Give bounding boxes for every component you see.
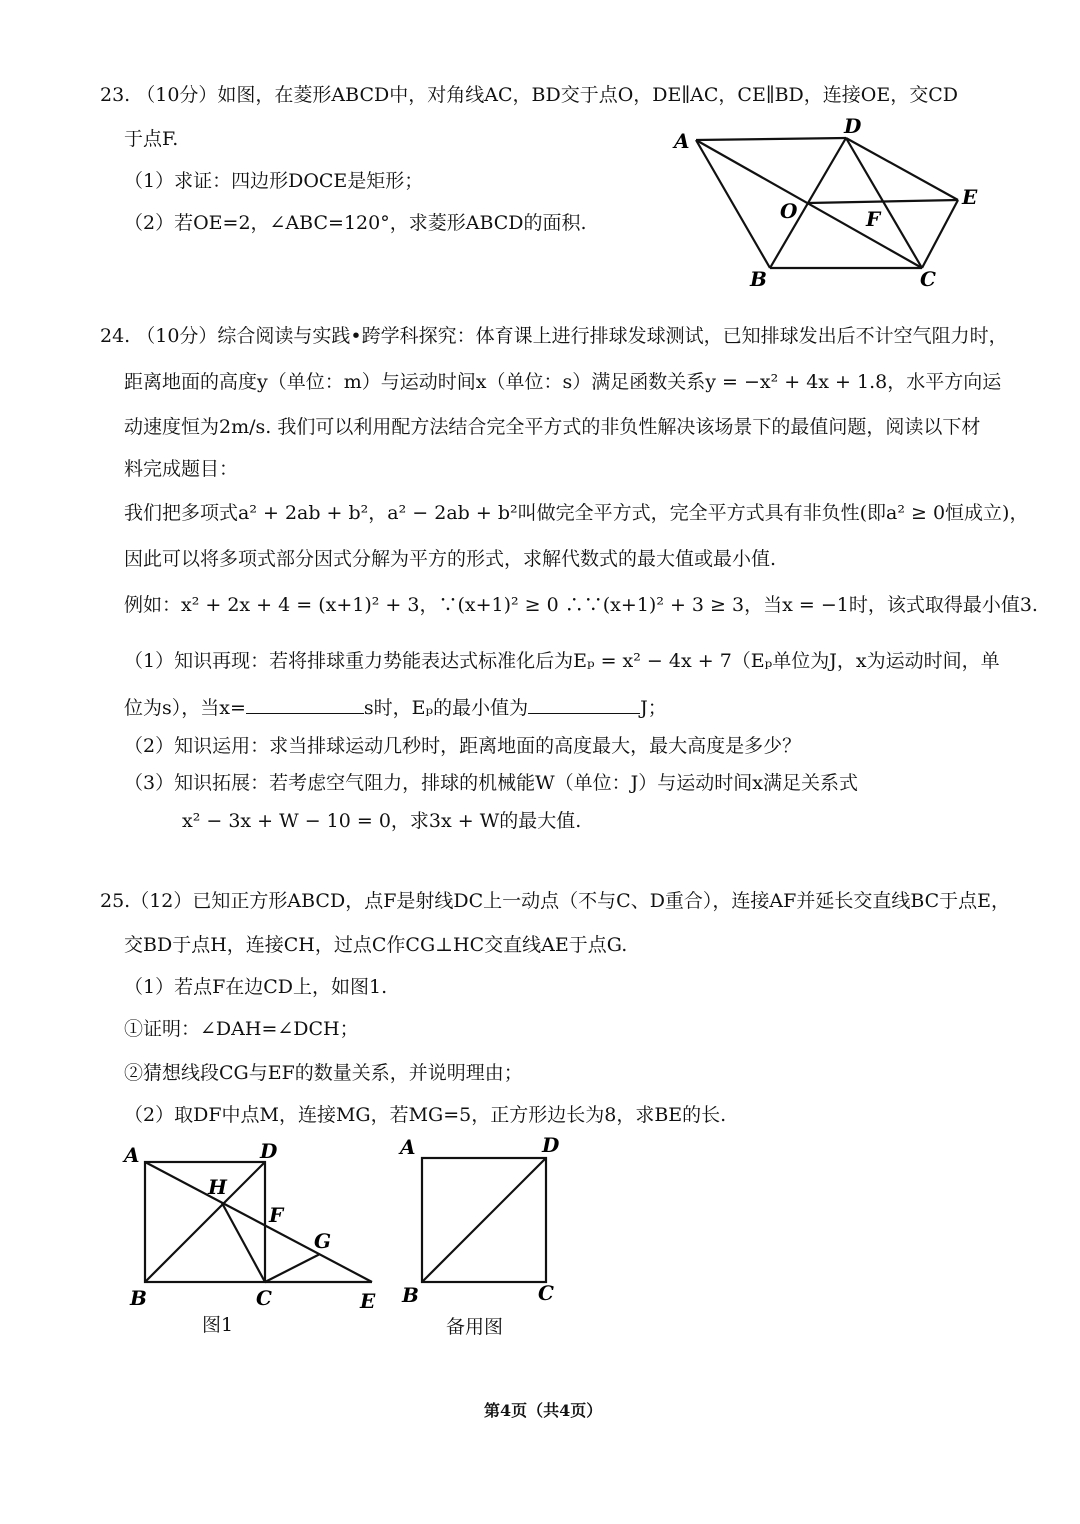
q24-part3a: （3）知识拓展：若考虑空气阻力，排球的机械能W（单位：J）与运动时间x满足关系式 bbox=[124, 772, 858, 794]
q24-line5: 我们把多项式a² + 2ab + b²，a² − 2ab + b²叫做完全平方式，完全平方式具有非负性(即a² ≥ 0恒成立)， bbox=[124, 502, 1029, 524]
q24-line3: 动速度恒为2m/s. 我们可以利用配方法结合完全平方式的非负性解决该场景下的最值问题，阅读以下材 bbox=[124, 416, 981, 438]
q24-part1a: （1）知识再现：若将排球重力势能表达式标准化后为Eₚ = x² − 4x + 7（Eₚ单位为J，x为运动时间，单 bbox=[124, 650, 1000, 672]
label-D: D bbox=[844, 118, 862, 138]
q24-part1b-text3: J； bbox=[640, 697, 667, 719]
q24-line7: 例如：x² + 2x + 4 = (x+1)² + 3，∵(x+1)² ≥ 0 ∴∵(x+1)² + 3 ≥ 3，当x = −1时，该式取得最小值3. bbox=[124, 594, 1038, 616]
fig1-label-C: C bbox=[256, 1286, 272, 1310]
fig1-label-D: D bbox=[260, 1140, 278, 1163]
q24-part3b: x² − 3x + W − 10 = 0，求3x + W的最大值. bbox=[182, 810, 582, 832]
fig1-label-A: A bbox=[124, 1143, 140, 1167]
q24-line1: 24. （10分）综合阅读与实践•跨学科探究：体育课上进行排球发球测试，已知排球发出后不计空气阻力时， bbox=[100, 325, 1008, 347]
answer-blank-ep[interactable] bbox=[528, 713, 640, 714]
q24-part2: （2）知识运用：求当排球运动几秒时，距离地面的高度最大，最大高度是多少？ bbox=[124, 735, 802, 757]
q25-part1: （1）若点F在边CD上，如图1. bbox=[124, 976, 388, 998]
label-E: E bbox=[962, 185, 978, 209]
q25-figure1 bbox=[122, 1140, 392, 1315]
q24-part1b bbox=[124, 697, 667, 720]
q24-part1b-text1: 位为s），当x= bbox=[124, 697, 246, 719]
q24-line6: 因此可以将多项式部分因式分解为平方的形式，求解代数式的最大值或最小值. bbox=[124, 548, 777, 570]
q25-part1a: ①证明：∠DAH=∠DCH； bbox=[124, 1018, 359, 1040]
fig1-label-F: F bbox=[269, 1203, 284, 1227]
fig1-caption: 图1 bbox=[202, 1314, 234, 1336]
fig1-label-E: E bbox=[360, 1289, 376, 1313]
q23-line2: 于点F. bbox=[124, 128, 179, 150]
q23-part2: （2）若OE=2，∠ABC=120°，求菱形ABCD的面积. bbox=[124, 212, 587, 234]
fig2-caption: 备用图 bbox=[446, 1316, 504, 1338]
fig2-label-B: B bbox=[402, 1283, 419, 1307]
q24-line4: 料完成题目： bbox=[124, 458, 239, 480]
fig1-label-G: G bbox=[314, 1229, 332, 1253]
q23-line1: 23. （10分）如图，在菱形ABCD中，对角线AC，BD交于点O，DE∥AC，CE∥BD，连接OE，交CD bbox=[100, 84, 959, 106]
fig1-label-H: H bbox=[208, 1175, 227, 1199]
q25-line1: 25.（12）已知正方形ABCD，点F是射线DC上一动点（不与C、D重合），连接AF并延长交直线BC于点E， bbox=[100, 890, 1011, 912]
label-A: A bbox=[674, 129, 690, 153]
label-B: B bbox=[750, 267, 767, 288]
fig2-label-C: C bbox=[538, 1281, 554, 1305]
label-C: C bbox=[920, 267, 936, 288]
fig2-label-D: D bbox=[542, 1133, 560, 1157]
label-F: F bbox=[866, 207, 881, 231]
answer-blank-x[interactable] bbox=[246, 713, 364, 714]
fig2-label-A: A bbox=[400, 1135, 416, 1159]
q25-spare-figure bbox=[398, 1132, 578, 1307]
q25-part2: （2）取DF中点M，连接MG，若MG=5，正方形边长为8，求BE的长. bbox=[124, 1104, 727, 1126]
q25-line2: 交BD于点H，连接CH，过点C作CG⊥HC交直线AE于点G. bbox=[124, 934, 628, 956]
q24-line2: 距离地面的高度y（单位：m）与运动时间x（单位：s）满足函数关系y = −x² + 4x + 1.8，水平方向运 bbox=[124, 371, 1002, 393]
q24-part1b-text2: s时，Eₚ的最小值为 bbox=[363, 697, 529, 719]
q25-part1b: ②猜想线段CG与EF的数量关系，并说明理由； bbox=[124, 1062, 523, 1084]
page-footer: 第4页（共4页） bbox=[484, 1401, 603, 1420]
fig1-label-B: B bbox=[130, 1286, 147, 1310]
label-O: O bbox=[780, 199, 798, 223]
q23-rhombus-figure bbox=[668, 118, 998, 288]
q23-part1: （1）求证：四边形DOCE是矩形； bbox=[124, 170, 424, 192]
